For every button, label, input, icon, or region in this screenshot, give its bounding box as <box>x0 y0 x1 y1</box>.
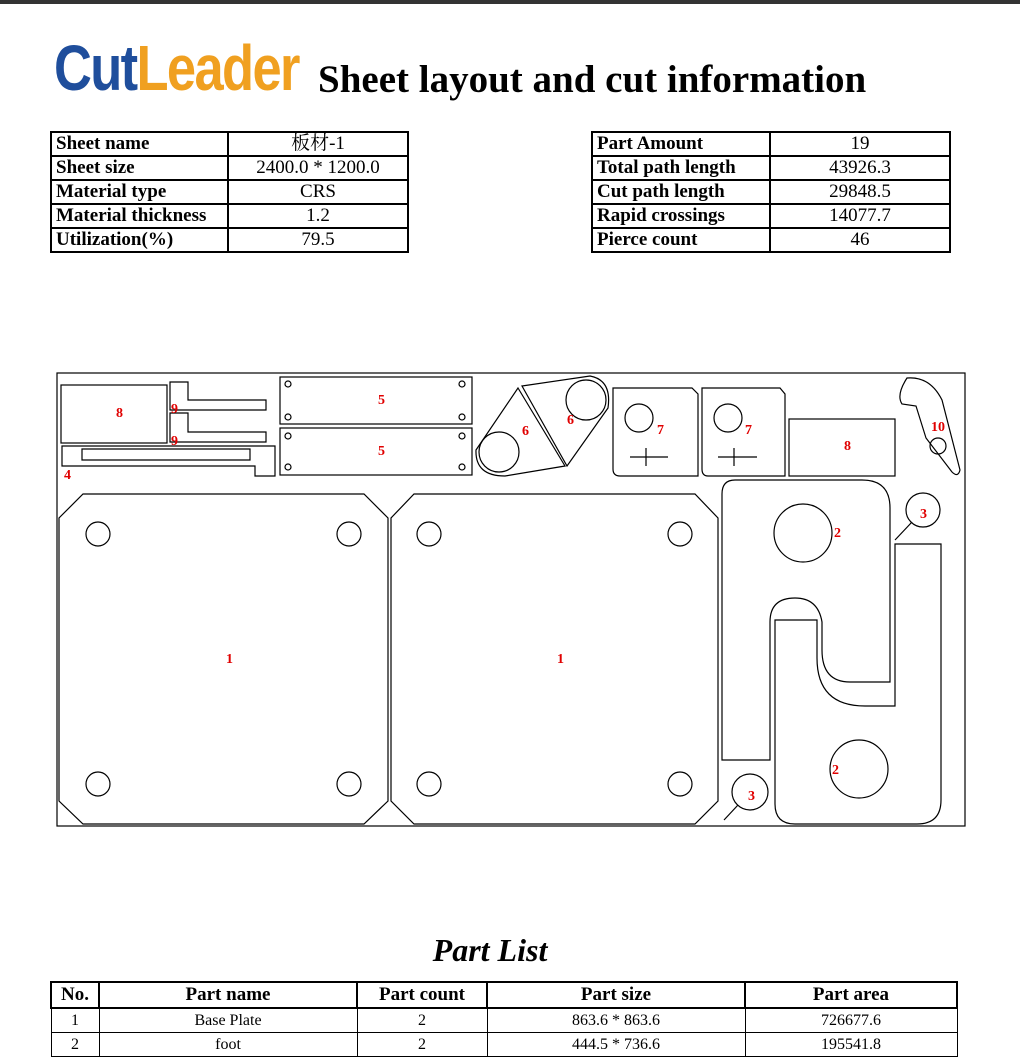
part-base-plate-2-hole <box>417 522 441 546</box>
part-label: 7 <box>745 423 752 438</box>
part-3-a-stem <box>895 522 912 540</box>
part-7-b-hole <box>714 404 742 432</box>
part-foot-1-hole <box>774 504 832 562</box>
sheet-name-value: 板材-1 <box>228 132 408 156</box>
page-title: Sheet layout and cut information <box>318 58 867 101</box>
part-base-plate-1-hole <box>86 772 110 796</box>
col-header-part-size: Part size <box>487 982 745 1008</box>
cell-part-count: 2 <box>357 1008 487 1033</box>
cell-part-area: 195541.8 <box>745 1033 957 1057</box>
part-7-a <box>613 388 698 476</box>
part-9-a <box>170 382 266 410</box>
part-base-plate-1-hole <box>337 522 361 546</box>
utilization-label: Utilization(%) <box>51 228 228 252</box>
part-label: 3 <box>920 507 927 522</box>
col-header-part-area: Part area <box>745 982 957 1008</box>
part-base-plate-2-hole <box>417 772 441 796</box>
part-list-table <box>50 981 958 1057</box>
part-4-inner <box>82 449 250 460</box>
part-5-a-hole <box>459 381 465 387</box>
material-type-value: CRS <box>228 180 408 204</box>
part-base-plate-2-hole <box>668 522 692 546</box>
part-8-a <box>61 385 167 443</box>
part-label: 3 <box>748 789 755 804</box>
cut-path-length-value: 29848.5 <box>770 180 950 204</box>
part-label: 8 <box>844 439 851 454</box>
part-base-plate-2-hole <box>668 772 692 796</box>
part-10 <box>900 378 960 475</box>
table-row <box>51 1008 957 1033</box>
pierce-count-value: 46 <box>770 228 950 252</box>
sheet-size-label: Sheet size <box>51 156 228 180</box>
part-5-b-hole <box>459 464 465 470</box>
cell-part-size: 444.5 * 736.6 <box>487 1033 745 1057</box>
part-3-b-stem <box>724 805 738 820</box>
material-thickness-label: Material thickness <box>51 204 228 228</box>
part-label: 6 <box>567 413 574 428</box>
part-base-plate-1-hole <box>86 522 110 546</box>
pierce-count-label: Pierce count <box>592 228 770 252</box>
part-6-a <box>476 388 565 476</box>
rapid-crossings-label: Rapid crossings <box>592 204 770 228</box>
col-header-part-name: Part name <box>99 982 357 1008</box>
part-label: 5 <box>378 444 385 459</box>
material-thickness-value: 1.2 <box>228 204 408 228</box>
logo-leader: Leader <box>136 32 299 104</box>
cell-part-size: 863.6 * 863.6 <box>487 1008 745 1033</box>
col-header-part-count: Part count <box>357 982 487 1008</box>
table-row <box>51 1033 957 1057</box>
part-label: 1 <box>226 652 233 667</box>
utilization-value: 79.5 <box>228 228 408 252</box>
part-5-b-hole <box>285 433 291 439</box>
part-label: 9 <box>171 402 178 417</box>
part-5-a-hole <box>285 381 291 387</box>
logo-cut: Cut <box>54 32 137 104</box>
part-5-a-hole <box>285 414 291 420</box>
part-amount-label: Part Amount <box>592 132 770 156</box>
part-5-b-hole <box>459 433 465 439</box>
cell-part-name: foot <box>99 1033 357 1057</box>
part-label: 2 <box>832 763 839 778</box>
cell-no: 2 <box>51 1033 99 1057</box>
part-8-b <box>789 419 895 476</box>
cell-part-name: Base Plate <box>99 1008 357 1033</box>
part-5-b <box>280 428 472 475</box>
part-5-a <box>280 377 472 424</box>
part-base-plate-2 <box>391 494 718 824</box>
col-header-no: No. <box>51 982 99 1008</box>
part-label: 8 <box>116 406 123 421</box>
part-label: 5 <box>378 393 385 408</box>
part-label: 7 <box>657 423 664 438</box>
sheet-outline <box>57 373 965 826</box>
part-foot-2 <box>775 544 941 824</box>
material-type-label: Material type <box>51 180 228 204</box>
part-4 <box>62 446 275 476</box>
part-6-a-hole <box>479 432 519 472</box>
part-9-b <box>170 413 266 442</box>
part-label: 4 <box>64 468 71 483</box>
part-label: 6 <box>522 424 529 439</box>
part-base-plate-1-hole <box>337 772 361 796</box>
table-header-row <box>51 982 957 1008</box>
sheet-size-value: 2400.0 * 1200.0 <box>228 156 408 180</box>
part-5-a-hole <box>459 414 465 420</box>
part-label: 1 <box>557 652 564 667</box>
part-label: 9 <box>171 434 178 449</box>
part-base-plate-1 <box>59 494 388 824</box>
part-label: 2 <box>834 526 841 541</box>
part-list-title: Part List <box>432 932 548 968</box>
cell-part-area: 726677.6 <box>745 1008 957 1033</box>
part-7-a-hole <box>625 404 653 432</box>
cut-path-length-label: Cut path length <box>592 180 770 204</box>
sheet-name-label: Sheet name <box>51 132 228 156</box>
total-path-length-value: 43926.3 <box>770 156 950 180</box>
rapid-crossings-value: 14077.7 <box>770 204 950 228</box>
part-6-b <box>522 376 609 466</box>
total-path-length-label: Total path length <box>592 156 770 180</box>
part-amount-value: 19 <box>770 132 950 156</box>
part-label: 10 <box>931 420 945 435</box>
cell-part-count: 2 <box>357 1033 487 1057</box>
cell-no: 1 <box>51 1008 99 1033</box>
part-7-b <box>702 388 785 476</box>
part-5-b-hole <box>285 464 291 470</box>
